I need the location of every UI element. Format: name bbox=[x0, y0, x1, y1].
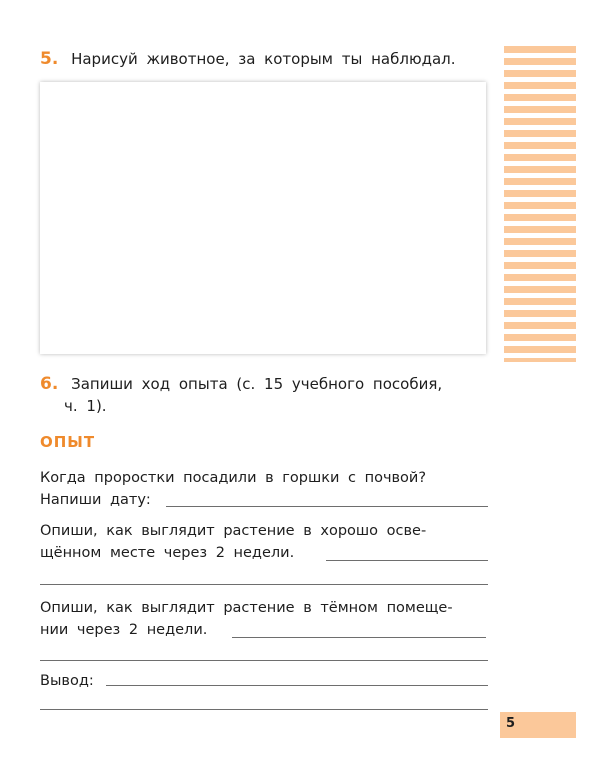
decorative-stripes bbox=[504, 46, 576, 362]
task-6-text-line2: ч. 1). bbox=[64, 397, 107, 415]
answer-line-conclusion-a[interactable] bbox=[106, 685, 488, 686]
question-3-line2: нии через 2 недели. bbox=[40, 622, 208, 638]
answer-line-3a[interactable] bbox=[232, 637, 486, 638]
question-1-line1: Когда проростки посадили в горшки с почвой? bbox=[40, 470, 427, 486]
task-6-text-line1: Запиши ход опыта (с. 15 учебного пособия, bbox=[71, 375, 443, 393]
answer-line-date[interactable] bbox=[166, 506, 488, 507]
task-6 bbox=[40, 373, 490, 417]
question-3 bbox=[40, 597, 488, 641]
task-6-number: 6. bbox=[40, 374, 59, 394]
drawing-box[interactable] bbox=[40, 82, 486, 354]
conclusion-label: Вывод: bbox=[40, 673, 94, 689]
answer-line-3b[interactable] bbox=[40, 660, 488, 661]
question-1 bbox=[40, 467, 488, 511]
question-2-line1: Опиши, как выглядит растение в хорошо осве- bbox=[40, 523, 427, 539]
task-5-number: 5. bbox=[40, 49, 59, 69]
page-number: 5 bbox=[506, 716, 516, 731]
answer-line-conclusion-b[interactable] bbox=[40, 709, 488, 710]
answer-line-2a[interactable] bbox=[326, 560, 488, 561]
page-number-tab bbox=[500, 712, 576, 738]
question-1-line2: Напиши дату: bbox=[40, 492, 151, 508]
task-5 bbox=[40, 48, 490, 70]
section-title-experiment: ОПЫТ bbox=[40, 433, 96, 451]
question-3-line1: Опиши, как выглядит растение в тёмном помеще- bbox=[40, 600, 453, 616]
conclusion bbox=[40, 670, 488, 692]
answer-line-2b[interactable] bbox=[40, 584, 488, 585]
question-2-line2: щённом месте через 2 недели. bbox=[40, 545, 295, 561]
question-2 bbox=[40, 520, 488, 564]
task-5-text: Нарисуй животное, за которым ты наблюдал. bbox=[71, 50, 456, 68]
